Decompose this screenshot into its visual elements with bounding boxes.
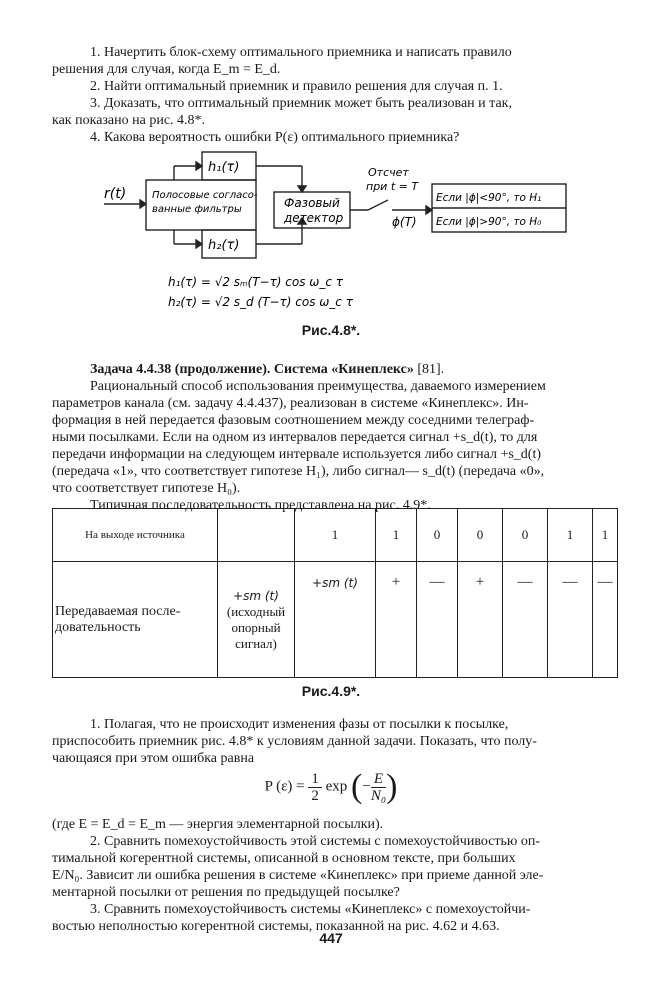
transmitted-sequence-label: [53, 562, 218, 678]
table-row-transmitted: [53, 562, 618, 678]
table-cell: —: [503, 562, 548, 678]
input-signal-label: r(t): [104, 186, 127, 202]
task-p1-line-6: (передача «1», что соответствует гипотезе H₁), либо сигнал— s_d(t) (передача «0»,: [52, 464, 545, 479]
task-p2: Типичная последовательность представлена на рис. 4.9*.: [90, 498, 431, 513]
transmitted-label-line-2: довательность: [55, 619, 141, 635]
detector-label-2: детектор: [284, 211, 344, 225]
table-cell: —: [417, 562, 458, 678]
task-p1-line-3: формация в ней передается фазовым соотношением между соседними телеграф-: [52, 413, 535, 428]
source-output-label: На выходе источника: [53, 509, 218, 562]
first-signal-cell: +sm (t): [295, 562, 376, 678]
task-title-bold: Задача 4.4.38 (продолжение). Система «Кинеплекс»: [90, 362, 414, 377]
energy-note: (где E = E_d = E_m — энергия элементарной посылки).: [52, 817, 384, 832]
filters-label-1: Полосовые согласо-: [152, 190, 258, 201]
task-title: [52, 361, 618, 378]
intro-line-5: как показано на рис. 4.8*.: [52, 113, 206, 128]
formula-minus: −: [362, 778, 371, 795]
table-row-source: [53, 509, 618, 562]
task-p1-line-5: передачи информации на следующем интервале используется либо сигнал +s_d(t): [52, 447, 542, 462]
table-cell: 0: [417, 509, 458, 562]
filter-h2-equation: h₂(τ) = √2 s_d (T−τ) cos ω_c τ: [168, 295, 353, 309]
question-1: [52, 716, 618, 767]
intro-line-1: 1. Начертить блок-схему оптимального приемника и написать правило: [90, 45, 512, 60]
formula-ratio-num: E: [371, 771, 386, 788]
detector-label-1: Фазовый: [284, 196, 340, 210]
filter-h1-equation: h₁(τ) = √2 sₘ(T−τ) cos ω_c τ: [168, 275, 343, 289]
q2-line-3: E/N₀. Зависит ли ошибка решения в системе «Кинеплекс» при приеме данной эле-: [52, 868, 544, 883]
table-cell: 1: [593, 509, 618, 562]
task-p1-line-4: ными посылками. Если на одном из интервалов передается сигнал +s_d(t), то для: [52, 430, 538, 445]
q2-line-1: 2. Сравнить помехоустойчивость этой системы с помехоустойчивостью оп-: [90, 834, 541, 849]
q1-line-1: 1. Полагая, что не происходит изменения фазы от посылки к посылке,: [90, 717, 509, 732]
task-block: [52, 361, 618, 514]
formula-half-den: 2: [311, 787, 319, 804]
figure-4-9-caption: Рис.4.9*.: [301, 683, 361, 699]
formula-ratio-den: N₀: [370, 787, 387, 804]
intro-line-2: решения для случая, когда E_m = E_d.: [52, 62, 281, 77]
decision-rule-h0: Если |ϕ|>90°, то H₀: [436, 216, 542, 228]
q1-line-2: приспособить приемник рис. 4.8* к условиям данной задачи. Показать, что полу-: [52, 734, 537, 749]
formula-ratio: [371, 771, 386, 804]
task-p1-line-1: Рациональный способ использования преимущества, даваемого измерением: [90, 379, 546, 394]
table-cell: 0: [503, 509, 548, 562]
intro-line-6: 4. Какова вероятность ошибки P(ε) оптимального приемника?: [90, 130, 460, 145]
formula-exp: exp: [325, 778, 348, 795]
q2-line-4: ментарной посылки от решения по предыдущей посылке?: [52, 885, 400, 900]
table-cell: 1: [295, 509, 376, 562]
filter-h1-label: h₁(τ): [208, 160, 240, 175]
table-cell: +: [458, 562, 503, 678]
error-probability-formula: P (ε) = $\frac{1}{2}$ exp (− $\frac{E}{\text{N₀}}$ ): [264, 768, 398, 805]
table-cell: +: [376, 562, 417, 678]
table-cell: 1: [548, 509, 593, 562]
table-cell: —: [548, 562, 593, 678]
intro-line-4: 3. Доказать, что оптимальный приемник может быть реализован и так,: [90, 96, 512, 111]
formula-half-num: 1: [308, 771, 322, 788]
reference-signal-cell: [218, 562, 295, 678]
q3-line-1: 3. Сравнить помехоустойчивость системы «Кинеплекс» с помехоустойчи-: [90, 902, 531, 917]
table-cell: 1: [376, 509, 417, 562]
task-p1-line-2: параметров канала (см. задачу 4.4.437), реализован в системе «Кинеплекс». Ин-: [52, 396, 529, 411]
sample-label-2: при t = T: [366, 180, 419, 193]
filter-h2-label: h₂(τ): [208, 238, 240, 253]
transmitted-label-line-1: Передаваемая после-: [55, 603, 181, 619]
task-title-ref: [81].: [417, 362, 445, 377]
table-cell: —: [593, 562, 618, 678]
filters-label-2: ванные фильтры: [152, 204, 242, 215]
decision-rule-h1: Если |ϕ|<90°, то H₁: [436, 192, 542, 204]
intro-block: [52, 44, 618, 146]
sample-label-1: Отсчет: [368, 166, 409, 179]
formula-half: [308, 771, 322, 804]
q1-line-3: чающаяся при этом ошибка равна: [52, 751, 255, 766]
table-cell: 0: [458, 509, 503, 562]
reference-signal-note-2: опорный: [231, 619, 281, 635]
reference-signal-symbol: +sm (t): [233, 588, 279, 603]
q2-line-2: тимальной когерентной системы, описанной в основном тексте, при больших: [52, 851, 516, 866]
intro-line-3: 2. Найти оптимальный приемник и правило решения для случая п. 1.: [90, 79, 503, 94]
figure-4-8-caption: Рис.4.8*.: [301, 322, 361, 338]
page-number: 447: [319, 930, 343, 946]
questions-2-3: [52, 816, 618, 935]
receiver-block-diagram: [96, 146, 576, 314]
task-p1-line-7: что соответствует гипотезе H₀).: [52, 481, 241, 496]
sequence-table: [52, 508, 618, 678]
q3-line-2: востью неполностью когерентной системы, показанной на рис. 4.62 и 4.63.: [52, 919, 500, 934]
table-cell: [218, 509, 295, 562]
formula-lhs: P (ε) =: [264, 778, 305, 795]
reference-signal-note-1: (исходный: [226, 603, 286, 619]
phase-output-label: ϕ(T): [392, 215, 417, 229]
reference-signal-note-3: сигнал): [235, 635, 277, 651]
